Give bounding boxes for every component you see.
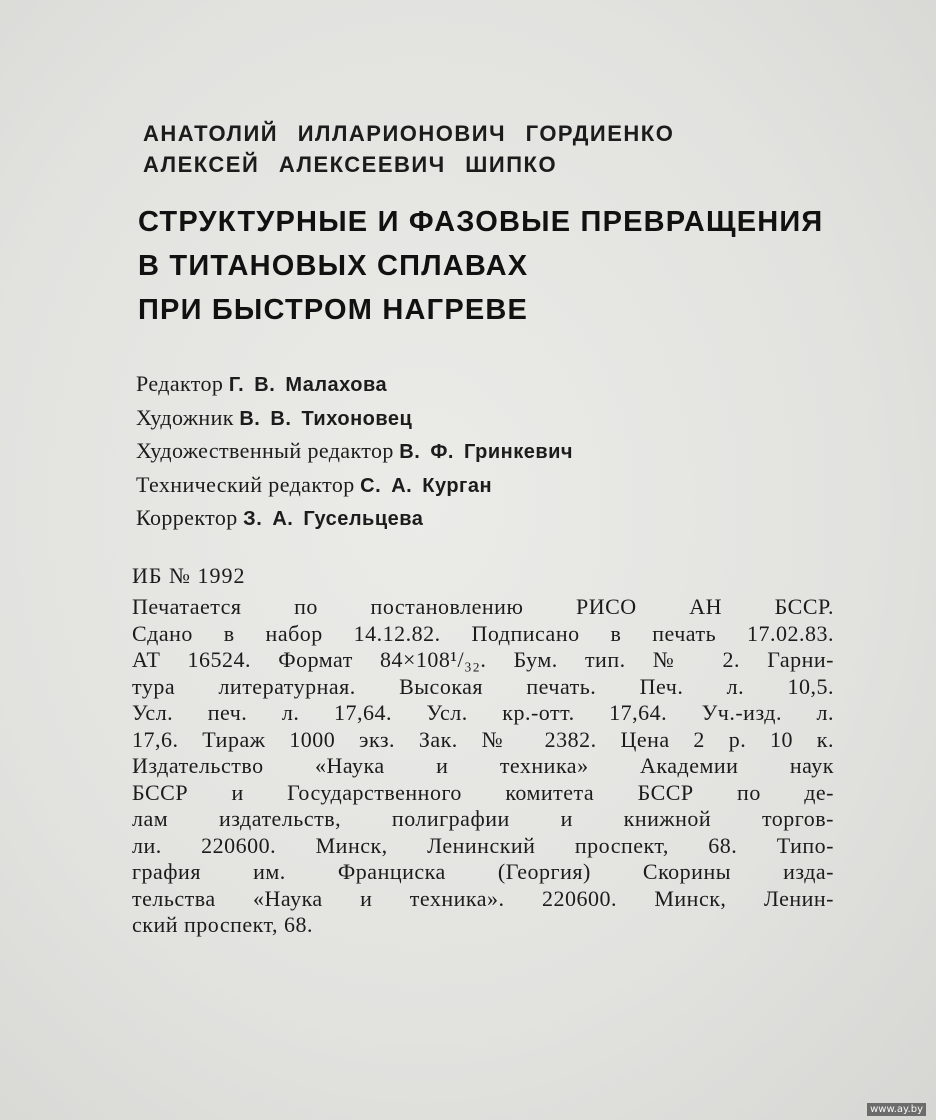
imprint-line: графия им. Франциска (Георгия) Скорины изда- [132, 859, 834, 884]
credit-role: Корректор [136, 505, 238, 530]
title-line: В ТИТАНОВЫХ СПЛАВАХ [138, 250, 529, 282]
credit-name: С. А. Курган [360, 474, 493, 497]
author-name: АНАТОЛИЙ ИЛЛАРИОНОВИЧ ГОРДИЕНКО [143, 121, 675, 146]
imprint-line: 17,6. Тираж 1000 экз. Зак. № 2382. Цена 2 р. 10 к. [132, 726, 834, 752]
ib-number: ИБ № 1992 [132, 563, 246, 588]
imprint-line: Усл. печ. л. 17,64. Усл. кр.-отт. 17,64. Уч.-изд. л. [132, 700, 834, 725]
book-title [138, 200, 898, 332]
credit-row [136, 368, 856, 402]
credit-role: Технический редактор [136, 471, 355, 497]
credit-row [136, 402, 856, 436]
credit-name: В. Ф. Гринкевич [399, 441, 574, 463]
credit-row [136, 502, 856, 536]
author-name: АЛЕКСЕЙ АЛЕКСЕЕВИЧ ШИПКО [143, 152, 558, 177]
imprint-line: тельства «Наука и техника». 220600. Минск, Ленин- [132, 885, 834, 911]
title-line: СТРУКТУРНЫЕ И ФАЗОВЫЕ ПРЕВРАЩЕНИЯ [138, 206, 824, 238]
credit-row [136, 435, 856, 469]
imprint-line: лам издательств, полиграфии и книжной торгов- [132, 806, 834, 831]
imprint-line: ли. 220600. Минск, Ленинский проспект, 68. Типо- [132, 832, 834, 858]
imprint-line: БССР и Государственного комитета БССР по де- [132, 779, 834, 805]
credit-role: Художественный редактор [136, 438, 394, 463]
credit-role: Художник [136, 404, 234, 430]
title-line: ПРИ БЫСТРОМ НАГРЕВЕ [138, 294, 529, 326]
imprint-line: АТ 16524. Формат 84×108¹/₃₂. Бум. тип. № 2. Гарни- [132, 647, 834, 672]
credit-role: Редактор [136, 371, 224, 396]
watermark: www.ay.by [867, 1103, 926, 1116]
credit-name: З. А. Гусельцева [243, 508, 424, 530]
credit-row [136, 469, 856, 503]
imprint-line: Издательство «Наука и техника» Академии наук [132, 753, 834, 778]
imprint-line: ский проспект, 68. [132, 912, 313, 937]
imprint-block [132, 594, 834, 939]
authors-block [143, 118, 843, 180]
imprint-line: Сдано в набор 14.12.82. Подписано в печать 17.02.83. [132, 620, 834, 646]
credit-name: В. В. Тихоновец [239, 407, 413, 430]
credit-name: Г. В. Малахова [228, 374, 388, 396]
imprint-line: Печатается по постановлению РИСО АН БССР. [132, 594, 834, 619]
imprint-line: тура литературная. Высокая печать. Печ. л. 10,5. [132, 673, 834, 699]
credits-block [136, 368, 856, 536]
